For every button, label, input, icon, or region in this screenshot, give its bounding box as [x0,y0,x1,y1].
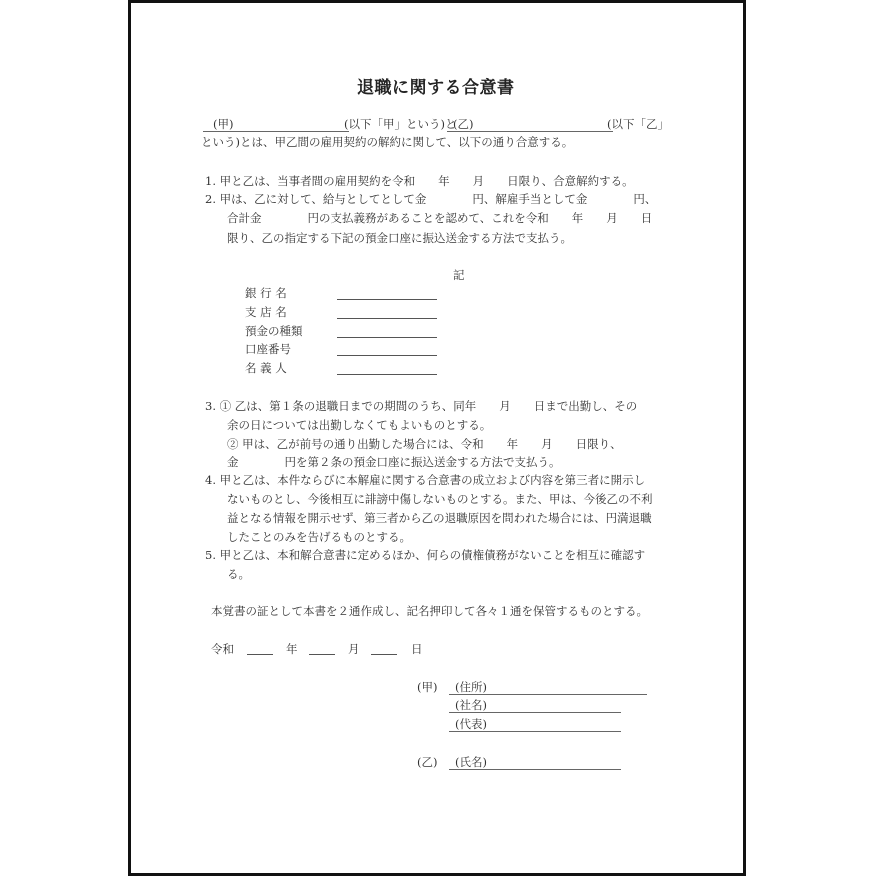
document-page [128,0,746,876]
clause-5-line-2: る。 [227,567,250,581]
signature-a-company-label: (社名) [449,698,621,713]
clause-2-line-3: 限り、乙の指定する下記の預金口座に振込送金する方法で支払う。 [227,231,572,245]
bank-name-input[interactable] [337,299,437,300]
clause-3-line-4: 金 円を第２条の預金口座に振込送金する方法で支払う。 [227,455,561,469]
clause-2-line-2: 合計金 円の支払義務があることを認めて、これを令和 年 月 日 [227,211,653,225]
ki-heading: 記 [453,268,465,282]
date-year-input[interactable] [247,654,273,655]
account-holder-label: 名 義 人 [245,361,287,375]
clause-4-line-2: ないものとし、今後相互に誹謗中傷しないものとする。また、甲は、今後乙の不利 [227,492,653,506]
clause-3-line-1: 3. ① 乙は、第１条の退職日までの期間のうち、同年 月 日まで出勤し、その [205,399,638,413]
intro-party-a-suffix: (以下「甲」という)と [344,117,457,131]
party-b-field[interactable] [447,117,613,132]
date-era: 令和 [211,642,234,656]
account-number-label: 口座番号 [245,342,291,356]
signature-b-name-label: (氏名) [449,755,621,770]
clause-4-line-3: 益となる情報を開示せず、第三者から乙の退職原因を問われた場合には、円満退職 [227,511,652,525]
clause-3-line-3: ② 甲は、乙が前号の通り出勤した場合には、令和 年 月 日限り、 [227,437,622,451]
signature-a-rep-field[interactable] [449,717,621,732]
intro-line-2: という)とは、甲乙間の雇用契約の解約に関して、以下の通り合意する。 [201,135,574,149]
date-month-label: 月 [348,642,360,656]
branch-name-label: 支 店 名 [245,305,287,319]
signature-a-address-field[interactable] [449,680,647,695]
clause-1: 1. 甲と乙は、当事者間の雇用契約を令和 年 月 日限り、合意解約する。 [205,174,634,188]
date-day-label: 日 [411,642,423,656]
account-type-input[interactable] [337,337,437,338]
date-day-input[interactable] [371,654,397,655]
signature-b-label: (乙) [417,755,438,769]
signature-a-label: (甲) [417,680,438,694]
branch-name-input[interactable] [337,318,437,319]
date-month-input[interactable] [309,654,335,655]
signature-a-company-field[interactable] [449,698,621,713]
party-a-label: (甲) [203,117,349,132]
intro-party-b-suffix: (以下「乙」 [607,117,669,131]
clause-4-line-1: 4. 甲と乙は、本件ならびに本解雇に関する合意書の成立および内容を第三者に開示し [205,473,646,487]
account-holder-input[interactable] [337,374,437,375]
party-a-field[interactable] [203,117,349,132]
clause-5-line-1: 5. 甲と乙は、本和解合意書に定めるほか、何らの債権債務がないことを相互に確認す [205,548,646,562]
clause-2-line-1: 2. 甲は、乙に対して、給与としてとして金 円、解雇手当として金 円、 [205,192,657,206]
account-type-label: 預金の種類 [245,324,303,338]
signature-a-rep-label: (代表) [449,717,621,732]
clause-3-line-2: 余の日については出勤しなくてもよいものとする。 [227,418,492,432]
bank-name-label: 銀 行 名 [245,286,287,300]
party-b-label: (乙) [447,117,613,132]
closing-statement: 本覚書の証として本書を２通作成し、記名押印して各々１通を保管するものとする。 [211,604,648,618]
signature-b-name-field[interactable] [449,755,621,770]
signature-a-address-label: (住所) [449,680,647,695]
clause-4-line-4: したことのみを告げるものとする。 [227,530,411,544]
date-year-label: 年 [286,642,298,656]
account-number-input[interactable] [337,355,437,356]
document-title: 退職に関する合意書 [357,78,515,98]
